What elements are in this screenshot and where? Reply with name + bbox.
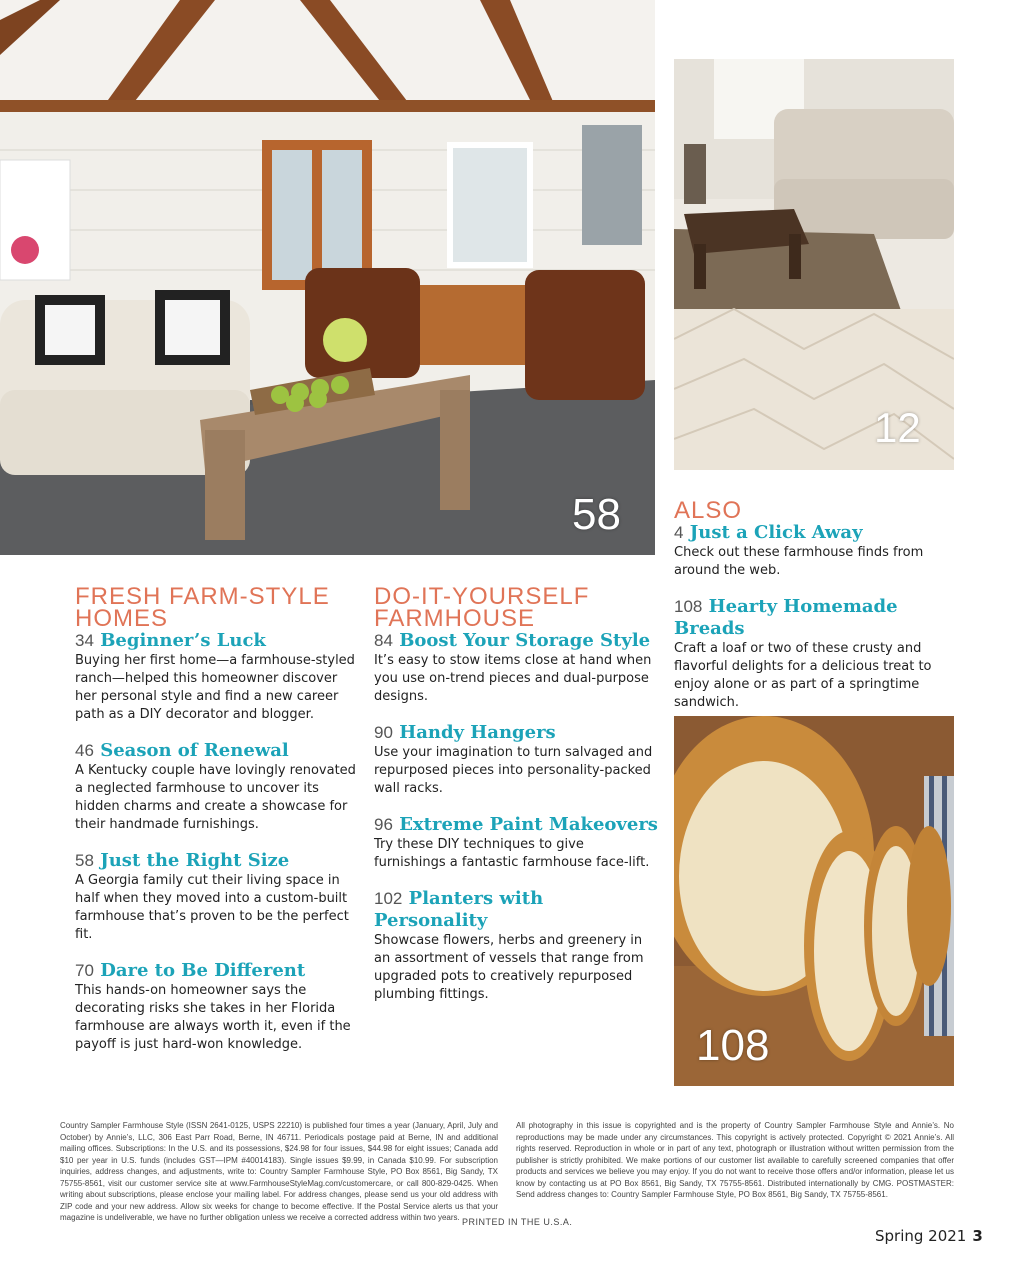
story-title bbox=[374, 630, 659, 652]
story-page-number: 90 bbox=[374, 723, 393, 742]
story-page-number: 4 bbox=[674, 523, 684, 542]
story-description: This hands-on homeowner says the decorating risks she takes in her Florida farmhouse are always worth it, even if the payoff is just hard-won knowledge. bbox=[75, 983, 351, 1052]
story-item[interactable] bbox=[674, 522, 959, 580]
heading-line: FARMHOUSE bbox=[374, 605, 536, 632]
sofa-room-photo bbox=[674, 59, 954, 470]
story-title-text: Season of Renewal bbox=[100, 740, 289, 761]
heading-line: ALSO bbox=[674, 497, 743, 524]
story-title-text: Just the Right Size bbox=[100, 850, 290, 871]
story-description: Try these DIY techniques to give furnishings a fantastic farmhouse face-lift. bbox=[374, 837, 650, 870]
story-description: Craft a loaf or two of these crusty and flavorful delights for a delicious treat to enjoy alone or as part of a springtime sandwich. bbox=[674, 641, 932, 710]
story-item[interactable] bbox=[75, 960, 360, 1054]
heading-line: HOMES bbox=[75, 605, 169, 632]
story-item[interactable] bbox=[674, 596, 959, 712]
heading-line: DO-IT-YOURSELF bbox=[374, 583, 590, 610]
section-heading-also bbox=[674, 497, 743, 524]
story-page-number: 58 bbox=[75, 851, 94, 870]
story-description: It’s easy to stow items close at hand when you use on-trend pieces and dual-purpose designs. bbox=[374, 653, 652, 704]
story-item[interactable] bbox=[374, 814, 659, 872]
story-title bbox=[374, 888, 659, 932]
story-title bbox=[674, 596, 959, 640]
story-list bbox=[75, 630, 360, 1070]
story-title-text: Handy Hangers bbox=[399, 722, 556, 743]
story-page-number: 46 bbox=[75, 741, 94, 760]
story-item[interactable] bbox=[75, 740, 360, 834]
story-title-text: Dare to Be Different bbox=[100, 960, 306, 981]
story-description: Use your imagination to turn salvaged and repurposed pieces into personality-packed wall racks. bbox=[374, 745, 653, 796]
story-list bbox=[374, 630, 659, 1020]
story-description: A Kentucky couple have lovingly renovated a neglected farmhouse to uncover its hidden charms and create a showcase for their handmade furnishings. bbox=[75, 763, 356, 832]
page-number-label: 108 bbox=[696, 1021, 770, 1070]
heading-line: FRESH FARM-STYLE bbox=[75, 583, 330, 610]
copyright-notice: All photography in this issue is copyrighted and is the property of Country Sampler Farmhouse Style and Annie’s. No reproductions may be made under any circumstances. This copyright is actively protected. Copyright © 2021 Annie’s. All rights reserved. Reproduction in whole or in part of any text, photograph or illustration without written permission from the publisher is strictly prohibited. We make portions of our customer list available to carefully screened companies that offer products and services we believe you may enjoy. If you do not want to receive those offers and/or information, please let us know by contacting us at PO Box 8561, Big Sandy, TX 75755-8561. Distributed internationally by CMG. POSTMASTER: Send address changes to: Country Sampler Farmhouse Style, PO Box 8561, Big Sandy, TX 75755-8561. bbox=[516, 1121, 954, 1199]
page-number: 3 bbox=[972, 1227, 983, 1245]
printed-in-usa: PRINTED IN THE U.S.A. bbox=[462, 1217, 573, 1227]
story-title-text: Just a Click Away bbox=[689, 522, 863, 543]
story-title bbox=[75, 630, 360, 652]
story-description: Showcase flowers, herbs and greenery in an assortment of vessels that range from upgraded pots to creatively repurposed plumbing fittings. bbox=[374, 933, 644, 1002]
page-number-label: 12 bbox=[874, 404, 921, 451]
story-item[interactable] bbox=[75, 630, 360, 724]
story-item[interactable] bbox=[374, 722, 659, 798]
page-folio bbox=[875, 1227, 983, 1245]
bread-photo bbox=[674, 716, 954, 1086]
story-title bbox=[75, 960, 360, 982]
story-item[interactable] bbox=[75, 850, 360, 944]
story-page-number: 84 bbox=[374, 631, 393, 650]
story-title bbox=[674, 522, 959, 544]
issue-label: Spring 2021 bbox=[875, 1227, 967, 1245]
story-title-text: Extreme Paint Makeovers bbox=[399, 814, 658, 835]
story-description: A Georgia family cut their living space in half when they moved into a custom-built farmhouse that’s proven to be the perfect fit. bbox=[75, 873, 349, 942]
story-title-text: Planters with Personality bbox=[374, 888, 544, 931]
section-heading-do-it-yourself-farmhouse bbox=[374, 583, 590, 632]
story-page-number: 70 bbox=[75, 961, 94, 980]
page-number-label: 58 bbox=[572, 490, 621, 539]
story-item[interactable] bbox=[374, 888, 659, 1004]
story-title-text: Beginner’s Luck bbox=[100, 630, 266, 651]
story-title-text: Boost Your Storage Style bbox=[399, 630, 651, 651]
story-description: Buying her first home—a farmhouse-styled ranch—helped this homeowner discover her personal style and find a new career path as a DIY decorator and blogger. bbox=[75, 653, 355, 722]
story-description: Check out these farmhouse finds from around the web. bbox=[674, 545, 924, 578]
living-room-photo bbox=[0, 0, 655, 555]
story-title bbox=[75, 850, 360, 872]
story-list bbox=[674, 522, 959, 728]
publication-info: Country Sampler Farmhouse Style (ISSN 2641-0125, USPS 22210) is published four times a year (January, April, July and October) by Annie’s, LLC, 306 East Parr Road, Berne, IN 46711. Periodicals postage paid at Berne, IN and additional mailing offices. Subscriptions: In the U.S. and its possessions, $24.98 for four issues, $44.98 for eight issues; Canada add $10 per year in U.S. funds (includes GST—IPM #40014183). Single issues $9.99, in Canada $10.99. For subscription inquiries, address changes, and adjustments, write to: Country Sampler Farmhouse Style, PO Box 8561, Big Sandy, TX 75755-8561, visit our customer service site at www.FarmhouseStyleMag.com/customercare, or call 800-829-0425. When writing about subscriptions, please enclose your mailing label. For address changes, please send us your old address with ZIP code and your new address. Allow six weeks for change to become effective. If the Postal Service alerts us that your magazine is undeliverable, we have no further obligation unless we receive a corrected address within two years. bbox=[60, 1121, 498, 1222]
story-title bbox=[374, 814, 659, 836]
story-page-number: 34 bbox=[75, 631, 94, 650]
section-heading-fresh-farm-style-homes bbox=[75, 583, 330, 632]
story-title-text: Hearty Homemade Breads bbox=[674, 596, 898, 639]
story-title bbox=[75, 740, 360, 762]
story-page-number: 102 bbox=[374, 889, 403, 908]
story-title bbox=[374, 722, 659, 744]
story-item[interactable] bbox=[374, 630, 659, 706]
story-page-number: 108 bbox=[674, 597, 703, 616]
story-page-number: 96 bbox=[374, 815, 393, 834]
